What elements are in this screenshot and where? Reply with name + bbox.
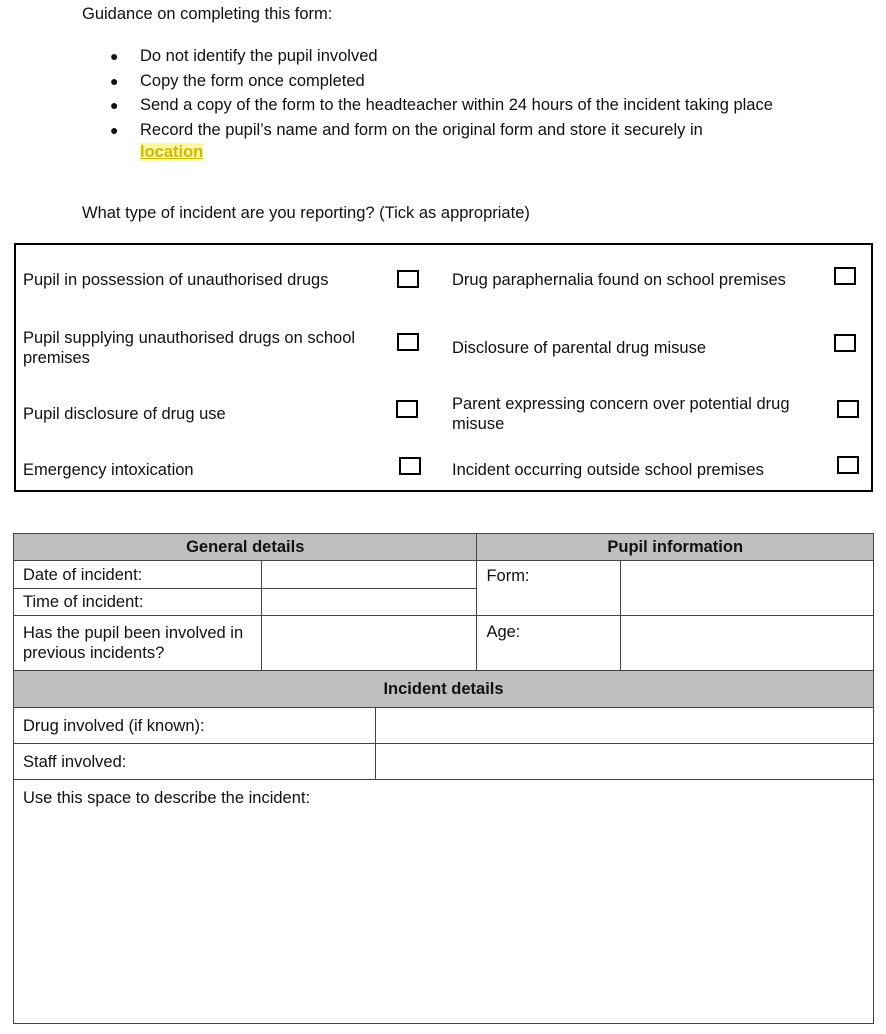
guidance-heading: Guidance on completing this form:: [82, 5, 333, 23]
location-link[interactable]: location: [140, 142, 204, 161]
form-label: Form:: [477, 561, 621, 616]
age-field[interactable]: [621, 616, 874, 671]
list-item: ● Copy the form once completed: [110, 71, 365, 90]
possession-checkbox[interactable]: [397, 270, 419, 288]
incident-type-label: Emergency intoxication: [23, 461, 194, 479]
drug-involved-field[interactable]: [375, 708, 873, 744]
incident-type-label: Pupil disclosure of drug use: [23, 405, 226, 423]
previous-incidents-label: Has the pupil been involved in previous incidents?: [14, 616, 262, 671]
general-details-header: General details: [14, 534, 477, 561]
disclosure-drug-use-checkbox[interactable]: [396, 400, 418, 418]
time-field[interactable]: [261, 589, 477, 616]
incident-details-header: Incident details: [14, 671, 874, 708]
outside-premises-checkbox[interactable]: [837, 456, 859, 474]
bullet-icon: ●: [110, 97, 119, 113]
time-label: Time of incident:: [14, 589, 262, 616]
list-item: ● Do not identify the pupil involved: [110, 47, 378, 65]
date-label: Date of incident:: [14, 561, 262, 589]
staff-involved-label: Staff involved:: [14, 744, 376, 780]
list-item: ● Record the pupil’s name and form on the original form and store it securely in location: [110, 120, 703, 161]
incident-description-area[interactable]: [14, 780, 874, 1024]
list-item: ● Send a copy of the form to the headteacher within 24 hours of the incident taking place: [110, 96, 773, 114]
previous-incidents-field[interactable]: [261, 616, 477, 671]
describe-label: Use this space to describe the incident:: [23, 789, 311, 807]
incident-type-label: Incident occurring outside school premises: [452, 461, 764, 479]
bullet-icon: ●: [110, 121, 119, 138]
paraphernalia-checkbox[interactable]: [834, 267, 856, 285]
supplying-checkbox[interactable]: [397, 333, 419, 351]
incident-details-table: [13, 670, 874, 1024]
bullet-icon: ●: [110, 72, 119, 89]
incident-type-label: Disclosure of parental drug misuse: [452, 339, 707, 357]
date-field[interactable]: [261, 561, 477, 589]
intoxication-checkbox[interactable]: [399, 457, 421, 475]
incident-type-label: Pupil in possession of unauthorised drugs: [23, 271, 329, 289]
drug-involved-label: Drug involved (if known):: [14, 708, 376, 744]
incident-type-label: Drug paraphernalia found on school premises: [452, 271, 786, 289]
pupil-information-header: Pupil information: [477, 534, 874, 561]
form-field[interactable]: [621, 561, 874, 616]
incident-type-label: Pupil supplying unauthorised drugs on school premises: [23, 329, 356, 367]
general-details-table: [13, 533, 874, 671]
parental-misuse-checkbox[interactable]: [834, 334, 856, 352]
incident-type-question: What type of incident are you reporting? (Tick as appropriate): [82, 204, 530, 222]
incident-type-panel: [14, 243, 873, 492]
bullet-icon: ●: [110, 48, 119, 64]
guidance-list: [82, 45, 782, 163]
age-label: Age:: [477, 616, 621, 671]
parent-concern-checkbox[interactable]: [837, 400, 859, 418]
staff-involved-field[interactable]: [375, 744, 873, 780]
incident-type-label: Parent expressing concern over potential drug misuse: [452, 395, 790, 433]
